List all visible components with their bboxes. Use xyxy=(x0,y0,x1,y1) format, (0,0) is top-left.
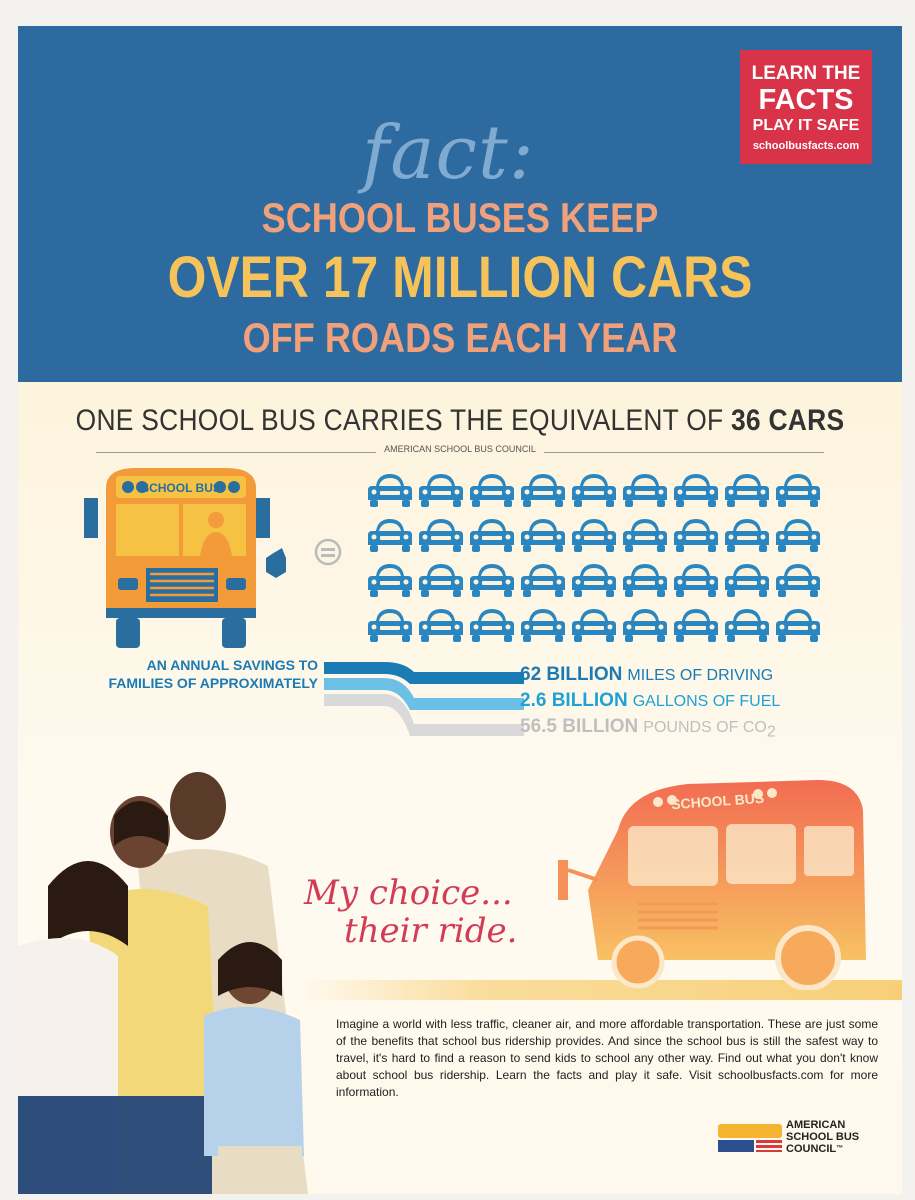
car-front-icon xyxy=(470,470,514,508)
car-front-icon xyxy=(368,470,412,508)
stat-miles-value: 62 BILLION xyxy=(520,664,623,685)
equals-icon xyxy=(314,538,342,566)
car-front-icon xyxy=(521,470,565,508)
banner-line-3: OFF ROADS EACH YEAR xyxy=(242,314,678,361)
car-icon-grid xyxy=(368,470,828,650)
car-front-icon xyxy=(368,560,412,598)
badge-line-2: FACTS xyxy=(758,84,854,116)
badge-line-1: LEARN THE xyxy=(751,63,861,84)
car-front-icon xyxy=(623,605,667,643)
car-front-icon xyxy=(725,560,769,598)
school-bus-front-icon xyxy=(76,458,286,658)
car-front-icon xyxy=(623,515,667,553)
car-front-icon xyxy=(776,470,820,508)
car-front-icon xyxy=(470,515,514,553)
infographic-headline xyxy=(71,404,849,438)
car-front-icon xyxy=(521,605,565,643)
car-front-icon xyxy=(623,560,667,598)
car-front-icon xyxy=(419,470,463,508)
bus-sign-text: SCHOOL BUS xyxy=(141,481,221,495)
car-front-icon xyxy=(470,605,514,643)
logo-line-2: SCHOOL BUS xyxy=(786,1131,860,1143)
stat-co2-subscript: 2 xyxy=(766,723,776,741)
logo-line-3-text: COUNCIL xyxy=(786,1143,837,1155)
bus2-sign-text: SCHOOL BUS xyxy=(670,789,765,813)
stat-miles xyxy=(520,664,773,686)
stat-miles-unit: MILES OF DRIVING xyxy=(627,667,774,684)
car-front-icon xyxy=(674,560,718,598)
car-front-icon xyxy=(368,515,412,553)
car-front-icon xyxy=(572,560,616,598)
bus-silhouette-icon xyxy=(558,770,878,990)
stat-co2-unit: POUNDS OF CO xyxy=(643,719,767,736)
asbc-logo-text xyxy=(786,1119,859,1155)
car-front-icon xyxy=(674,605,718,643)
car-front-icon xyxy=(725,470,769,508)
car-front-icon xyxy=(521,515,565,553)
car-front-icon xyxy=(572,515,616,553)
car-front-icon xyxy=(623,470,667,508)
logo-line-3 xyxy=(786,1143,859,1155)
car-front-icon xyxy=(419,515,463,553)
car-front-icon xyxy=(368,605,412,643)
flyer-page xyxy=(18,26,902,1194)
stat-co2 xyxy=(520,716,776,742)
car-front-icon xyxy=(776,605,820,643)
badge-url: schoolbusfacts.com xyxy=(752,140,860,152)
car-front-icon xyxy=(776,560,820,598)
car-front-icon xyxy=(419,560,463,598)
tagline-line-1: My choice... xyxy=(304,873,513,913)
banner-line-1: SCHOOL BUSES KEEP xyxy=(261,194,659,241)
source-credit xyxy=(18,444,902,454)
car-front-icon xyxy=(419,605,463,643)
fact-script-word: fact: xyxy=(362,110,535,196)
stat-fuel-value: 2.6 BILLION xyxy=(520,690,628,711)
banner-line-2: OVER 17 MILLION CARS xyxy=(167,245,753,310)
car-front-icon xyxy=(521,560,565,598)
badge-line-3: PLAY IT SAFE xyxy=(752,117,860,134)
stat-co2-value: 56.5 BILLION xyxy=(520,716,639,737)
savings-label xyxy=(88,656,318,692)
logo-trademark: ™ xyxy=(836,1145,844,1152)
car-front-icon xyxy=(725,605,769,643)
savings-label-line-1: AN ANNUAL SAVINGS TO xyxy=(146,657,318,673)
family-photo xyxy=(18,746,318,1194)
stat-fuel xyxy=(520,690,780,712)
body-paragraph: Imagine a world with less traffic, cleaner air, and more affordable transportation. These are just some of the benefits that school bus ridership provides. And since the school bus is still the safest way to travel, it's hard to find a reason to send kids to school any other way. Find out what you don't know about school bus ridership. Learn the facts and play it safe. Visit schoolbusfacts.com for more information. xyxy=(336,1017,878,1099)
savings-ribbons xyxy=(324,658,524,738)
car-front-icon xyxy=(572,470,616,508)
asbc-logo-icon xyxy=(718,1120,782,1154)
stat-fuel-unit: GALLONS OF FUEL xyxy=(632,693,781,710)
car-front-icon xyxy=(674,515,718,553)
logo-line-1: AMERICAN xyxy=(786,1119,846,1131)
car-front-icon xyxy=(470,560,514,598)
car-front-icon xyxy=(776,515,820,553)
tagline xyxy=(304,874,517,950)
savings-label-line-2: FAMILIES OF APPROXIMATELY xyxy=(108,675,318,691)
headline-prefix: ONE SCHOOL BUS CARRIES THE EQUIVALENT OF xyxy=(75,404,731,437)
car-front-icon xyxy=(725,515,769,553)
car-front-icon xyxy=(674,470,718,508)
source-text: AMERICAN SCHOOL BUS COUNCIL xyxy=(376,444,544,454)
headline-bold: 36 CARS xyxy=(730,404,845,437)
car-front-icon xyxy=(572,605,616,643)
learn-the-facts-badge xyxy=(740,50,872,164)
tagline-line-2: their ride. xyxy=(344,911,518,951)
